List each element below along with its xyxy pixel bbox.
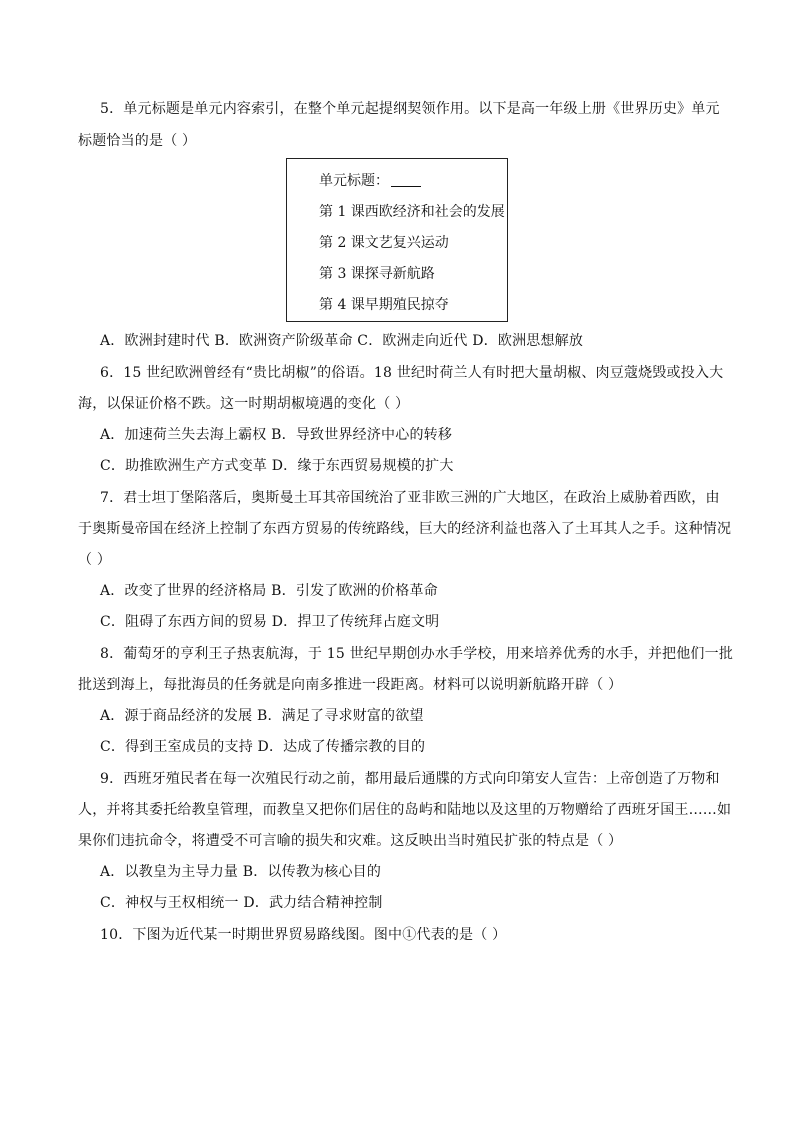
q5-options: A．欧洲封建时代 B．欧洲资产阶级革命 C．欧洲走向近代 D．欧洲思想解放 <box>100 333 584 349</box>
unit-title-blank <box>391 172 421 187</box>
unit-title-label: 单元标题： <box>319 172 421 190</box>
q8-stem-line-2: 批送到海上，每批海员的任务就是向南多推进一段距离。材料可以说明新航路开辟（ ） <box>78 677 623 693</box>
q9-stem-line-1: 9．西班牙殖民者在每一次殖民行动之前，都用最后通牒的方式向印第安人宣告：上帝创造了万物和 <box>100 771 720 787</box>
q6-stem-line-1: 6．15 世纪欧洲曾经有“贵比胡椒”的俗语。18 世纪时荷兰人有时把大量胡椒、肉豆蔻烧毁或投入大 <box>100 365 724 381</box>
q6-options-cd: C．助推欧洲生产方式变革 D．缘于东西贸易规模的扩大 <box>100 458 454 474</box>
unit-outline-box <box>286 158 508 322</box>
q7-options-cd: C．阻碍了东西方间的贸易 D．捍卫了传统拜占庭文明 <box>100 614 440 630</box>
q10-stem-line-1: 10．下图为近代某一时期世界贸易路线图。图中①代表的是（ ） <box>100 927 507 943</box>
q9-options-ab: A．以教皇为主导力量 B．以传教为核心目的 <box>100 864 382 880</box>
q8-options-ab: A．源于商品经济的发展 B．满足了寻求财富的欲望 <box>100 708 424 724</box>
q9-options-cd: C．神权与王权相统一 D．武力结合精神控制 <box>100 895 383 911</box>
q6-options-ab: A．加速荷兰失去海上霸权 B．导致世界经济中心的转移 <box>100 427 453 443</box>
q8-options-cd: C．得到王室成员的支持 D．达成了传播宗教的目的 <box>100 739 426 755</box>
outline-item-4: 第 4 课早期殖民掠夺 <box>319 297 449 313</box>
q8-stem-line-1: 8．葡萄牙的亨利王子热衷航海，于 15 世纪早期创办水手学校，用来培养优秀的水手，并把他们一批 <box>100 646 734 662</box>
q7-stem-line-1: 7．君士坦丁堡陷落后，奥斯曼土耳其帝国统治了亚非欧三洲的广大地区，在政治上威胁着西欧，由 <box>100 490 720 506</box>
q7-stem-line-2: 于奥斯曼帝国在经济上控制了东西方贸易的传统路线，巨大的经济利益也落入了土耳其人之手。这种情况 <box>78 521 732 537</box>
outline-item-1: 第 1 课西欧经济和社会的发展 <box>319 204 505 220</box>
q6-stem-line-2: 海，以保证价格不跌。这一时期胡椒境遇的变化（ ） <box>78 396 410 412</box>
q7-stem-line-3: （ ） <box>78 552 112 568</box>
q7-options-ab: A．改变了世界的经济格局 B．引发了欧洲的价格革命 <box>100 583 438 599</box>
q9-stem-line-2: 人，并将其委托给教皇管理，而教皇又把你们居住的岛屿和陆地以及这里的万物赠给了西班牙国王……如 <box>78 802 732 818</box>
q9-stem-line-3: 果你们违抗命令，将遭受不可言喻的损失和灾难。这反映出当时殖民扩张的特点是（ ） <box>78 833 623 849</box>
outline-item-2: 第 2 课文艺复兴运动 <box>319 235 449 251</box>
outline-item-3: 第 3 课探寻新航路 <box>319 266 435 282</box>
q5-stem-line-2: 标题恰当的是（ ） <box>78 133 197 149</box>
q5-stem-line-1: 5．单元标题是单元内容索引，在整个单元起提纲契领作用。以下是高一年级上册《世界历史》单元 <box>100 101 720 117</box>
